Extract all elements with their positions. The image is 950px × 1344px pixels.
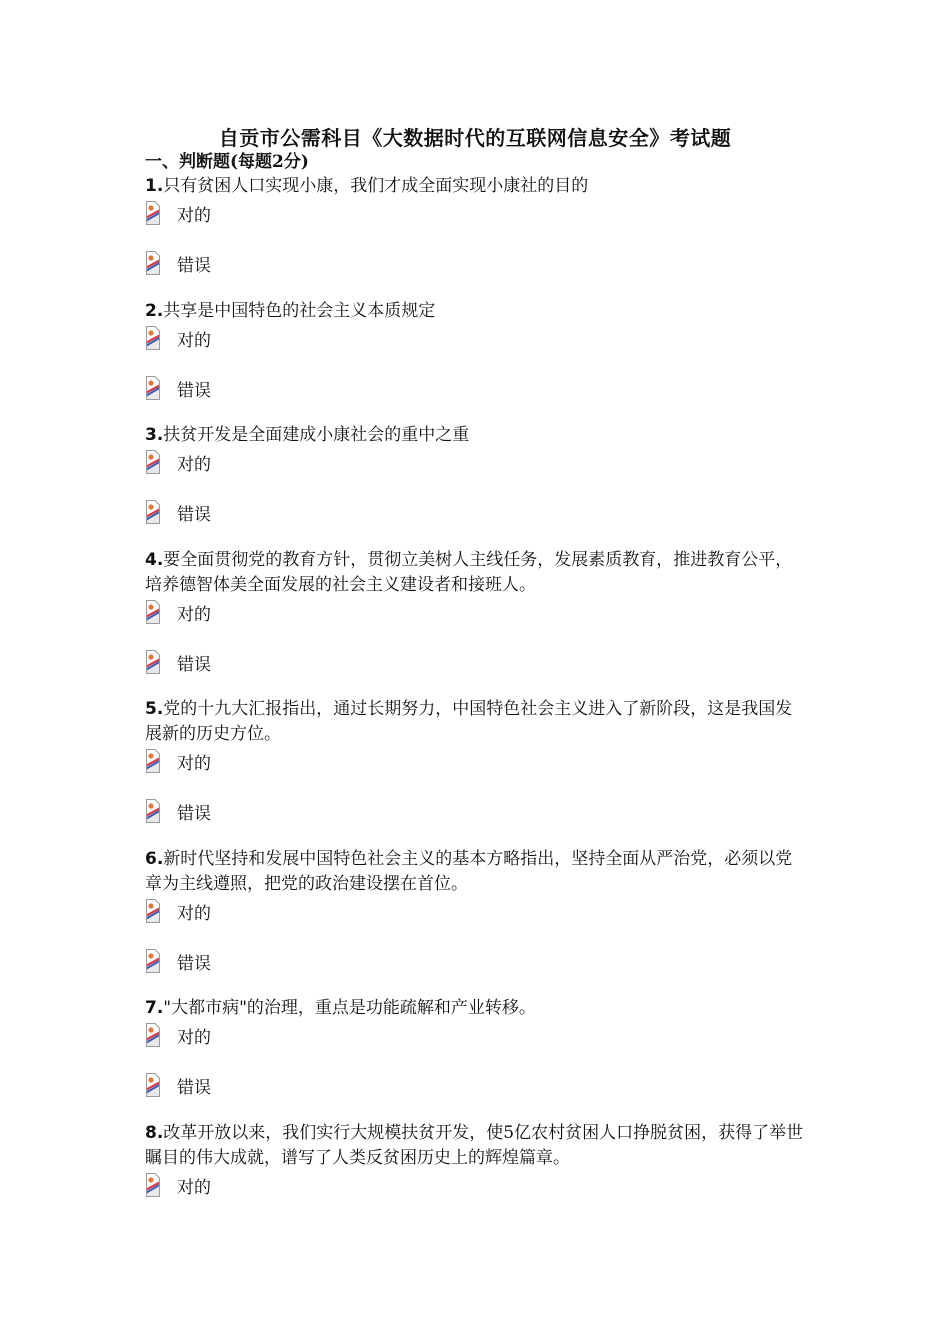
broken-image-icon[interactable] <box>146 326 160 350</box>
question-number: 6. <box>145 849 164 869</box>
question-4 <box>145 548 805 676</box>
question-body: 新时代坚持和发展中国特色社会主义的基本方略指出，坚持全面从严治党，必须以党章为主线遵照，把党的政治建设摆在首位。 <box>145 849 793 894</box>
option-true[interactable] <box>145 450 805 476</box>
broken-image-icon[interactable] <box>146 1173 160 1197</box>
option-true-label: 对的 <box>177 331 211 351</box>
section-heading: 一、判断题(每题2分) <box>145 152 309 172</box>
option-false-label: 错误 <box>177 804 211 824</box>
option-false-label: 错误 <box>177 954 211 974</box>
option-true[interactable] <box>145 1023 805 1049</box>
broken-image-icon[interactable] <box>146 749 160 773</box>
broken-image-icon[interactable] <box>146 799 160 823</box>
question-2 <box>145 299 805 402</box>
question-number: 3. <box>145 425 164 445</box>
option-false[interactable] <box>145 500 805 526</box>
broken-image-icon[interactable] <box>146 1023 160 1047</box>
option-false[interactable] <box>145 799 805 825</box>
option-true[interactable] <box>145 899 805 925</box>
option-true[interactable] <box>145 201 805 227</box>
question-number: 8. <box>145 1123 164 1143</box>
question-text <box>145 996 805 1021</box>
question-text <box>145 697 805 747</box>
question-text <box>145 847 805 897</box>
option-false[interactable] <box>145 650 805 676</box>
option-false-label: 错误 <box>177 256 211 276</box>
option-true-label: 对的 <box>177 605 211 625</box>
broken-image-icon[interactable] <box>146 450 160 474</box>
broken-image-icon[interactable] <box>146 600 160 624</box>
broken-image-icon[interactable] <box>146 201 160 225</box>
option-true-label: 对的 <box>177 754 211 774</box>
option-false[interactable] <box>145 949 805 975</box>
option-true-label: 对的 <box>177 1028 211 1048</box>
broken-image-icon[interactable] <box>146 1073 160 1097</box>
question-number: 4. <box>145 550 164 570</box>
broken-image-icon[interactable] <box>146 251 160 275</box>
question-text <box>145 423 805 448</box>
option-false-label: 错误 <box>177 655 211 675</box>
question-text <box>145 1121 805 1171</box>
option-false-label: 错误 <box>177 505 211 525</box>
document-title: 自贡市公需科目《大数据时代的互联网信息安全》考试题 <box>218 126 732 150</box>
question-7 <box>145 996 805 1099</box>
option-true-label: 对的 <box>177 904 211 924</box>
broken-image-icon[interactable] <box>146 949 160 973</box>
option-false[interactable] <box>145 1073 805 1099</box>
question-1 <box>145 174 805 277</box>
broken-image-icon[interactable] <box>146 899 160 923</box>
question-body: 只有贫困人口实现小康，我们才成全面实现小康社的目的 <box>163 176 589 196</box>
question-text <box>145 174 805 199</box>
question-number: 7. <box>145 998 164 1018</box>
question-number: 1. <box>145 176 164 196</box>
broken-image-icon[interactable] <box>146 500 160 524</box>
question-6 <box>145 847 805 975</box>
question-body: 党的十九大汇报指出，通过长期努力，中国特色社会主义进入了新阶段，这是我国发展新的历史方位。 <box>145 699 793 744</box>
option-false-label: 错误 <box>177 1078 211 1098</box>
question-3 <box>145 423 805 526</box>
option-true[interactable] <box>145 600 805 626</box>
option-true-label: 对的 <box>177 1178 211 1198</box>
option-true-label: 对的 <box>177 455 211 475</box>
question-body: "大都市病"的治理，重点是功能疏解和产业转移。 <box>163 998 536 1018</box>
broken-image-icon[interactable] <box>146 650 160 674</box>
broken-image-icon[interactable] <box>146 376 160 400</box>
option-true[interactable] <box>145 326 805 352</box>
question-body: 改革开放以来，我们实行大规模扶贫开发，使5亿农村贫困人口挣脱贫困，获得了举世瞩目的伟大成就，谱写了人类反贫困历史上的辉煌篇章。 <box>145 1123 804 1168</box>
option-true-label: 对的 <box>177 206 211 226</box>
option-false[interactable] <box>145 376 805 402</box>
option-true[interactable] <box>145 1173 805 1199</box>
option-true[interactable] <box>145 749 805 775</box>
option-false-label: 错误 <box>177 381 211 401</box>
question-body: 要全面贯彻党的教育方针，贯彻立美树人主线任务，发展素质教育，推进教育公平，培养德智体美全面发展的社会主义建设者和接班人。 <box>145 550 793 595</box>
question-body: 共享是中国特色的社会主义本质规定 <box>163 301 436 321</box>
question-number: 2. <box>145 301 164 321</box>
question-number: 5. <box>145 699 164 719</box>
question-8 <box>145 1121 805 1199</box>
option-false[interactable] <box>145 251 805 277</box>
question-body: 扶贫开发是全面建成小康社会的重中之重 <box>163 425 470 445</box>
question-text <box>145 548 805 598</box>
question-5 <box>145 697 805 825</box>
question-text <box>145 299 805 324</box>
